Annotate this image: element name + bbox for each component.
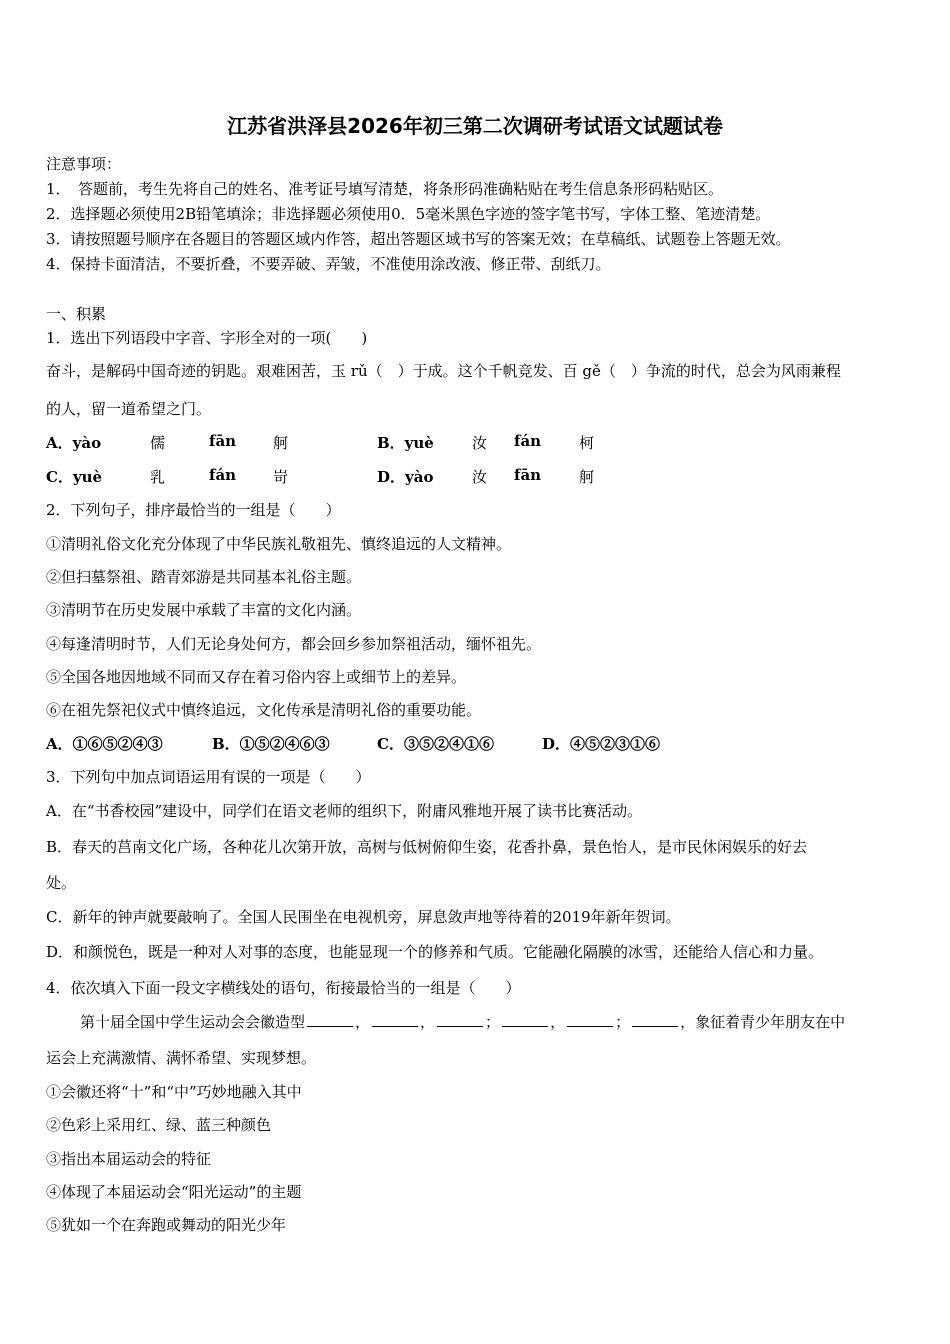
section-heading: 一、积累 <box>46 305 107 323</box>
q3-option-d: D．和颜悦色，既是一种对人对事的态度，也能显现一个的修养和气质。它能融化隔膜的冰雪，还能给人信心和力量。 <box>46 943 824 961</box>
q4-stem: 4．依次填入下面一段文字横线处的语句，衔接最恰当的一组是（ ） <box>46 979 521 997</box>
q1-passage-line1: 奋斗，是解码中国奇迹的钥匙。艰难困苦，玉 rǔ（ ）于成。这个千帆竞发、百 gě（ ）争流的时代，总会为风雨兼程 <box>46 362 841 380</box>
q4-passage-line1 <box>80 1011 845 1032</box>
q4-blank-1 <box>307 1014 353 1027</box>
q1-option-c-pinyin: fán <box>209 466 237 484</box>
q2-sentence-6: ⑥在祖先祭祀仪式中慎终追远，文化传承是清明礼俗的重要功能。 <box>46 701 482 719</box>
q4-passage-line2: 运会上充满激情、满怀希望、实现梦想。 <box>46 1049 317 1067</box>
q3-option-a: A．在“书香校园”建设中，同学们在语文老师的组织下，附庸风雅地开展了读书比赛活动。 <box>46 802 643 820</box>
q4-sep-2: ， <box>420 1013 436 1031</box>
q3-option-b-line2: 处。 <box>46 874 77 892</box>
q4-sep-3: ； <box>485 1013 501 1031</box>
q4-passage-tail: ，象征着青少年朋友在中 <box>680 1013 846 1031</box>
q1-option-a: A．yào <box>46 434 102 452</box>
q4-blank-2 <box>372 1014 418 1027</box>
notice-item-2: 2．选择题必须使用2B铅笔填涂；非选择题必须使用0．5毫米黑色字迹的签字笔书写，字体工整、笔迹清楚。 <box>46 205 771 223</box>
q1-option-b-char2: 柯 <box>579 434 595 452</box>
notice-item-1: 1． 答题前，考生先将自己的姓名、准考证号填写清楚，将条形码准确粘贴在考生信息条形码粘贴区。 <box>46 180 724 198</box>
q2-sentence-2: ②但扫墓祭祖、踏青郊游是共同基本礼俗主题。 <box>46 568 362 586</box>
q1-option-b-char1: 汝 <box>472 434 488 452</box>
q2-option-d: D．④⑤②③①⑥ <box>542 735 661 753</box>
q2-sentence-4: ④每逢清明时节，人们无论身处何方，都会回乡参加祭祖活动，缅怀祖先。 <box>46 635 542 653</box>
q2-option-c: C．③⑤②④①⑥ <box>377 735 494 753</box>
q4-item-3: ③指出本届运动会的特征 <box>46 1150 212 1168</box>
q4-passage-lead: 第十届全国中学生运动会会徽造型 <box>80 1013 306 1031</box>
q3-option-c: C．新年的钟声就要敲响了。全国人民围坐在电视机旁，屏息敛声地等待着的2019年新年贺词。 <box>46 908 681 926</box>
q2-sentence-3: ③清明节在历史发展中承载了丰富的文化内涵。 <box>46 601 362 619</box>
q1-passage-line2: 的人，留一道希望之门。 <box>46 400 212 418</box>
q2-sentence-1: ①清明礼俗文化充分体现了中华民族礼敬祖先、慎终追远的人文精神。 <box>46 535 512 553</box>
q1-option-d: D．yào <box>377 468 434 486</box>
notice-item-4: 4．保持卡面清洁，不要折叠，不要弄破、弄皱，不准使用涂改液、修正带、刮纸刀。 <box>46 255 611 273</box>
q4-sep-4: ， <box>550 1013 566 1031</box>
q4-blank-5 <box>567 1014 613 1027</box>
q4-sep-1: ， <box>355 1013 371 1031</box>
q1-option-d-char1: 汝 <box>472 468 488 486</box>
q4-item-4: ④体现了本届运动会“阳光运动”的主题 <box>46 1183 302 1201</box>
q4-item-2: ②色彩上采用红、绿、蓝三种颜色 <box>46 1116 272 1134</box>
q4-item-5: ⑤犹如一个在奔跑或舞动的阳光少年 <box>46 1216 287 1234</box>
q1-option-b-pinyin: fán <box>514 432 542 450</box>
q1-option-c: C．yuè <box>46 468 103 486</box>
q1-option-c-char1: 乳 <box>150 468 166 486</box>
q2-sentence-5: ⑤全国各地因地域不同而又存在着习俗内容上或细节上的差异。 <box>46 668 467 686</box>
q4-blank-6 <box>632 1014 678 1027</box>
q1-option-a-char1: 儒 <box>150 434 166 452</box>
q2-option-b: B．①⑤②④⑥③ <box>212 735 330 753</box>
q1-option-a-pinyin: fān <box>209 432 237 450</box>
q2-stem: 2．下列句子，排序最恰当的一组是（ ） <box>46 501 341 519</box>
page-title: 江苏省洪泽县2026年初三第二次调研考试语文试题试卷 <box>227 114 723 138</box>
q4-blank-4 <box>502 1014 548 1027</box>
q1-option-a-char2: 舸 <box>273 434 289 452</box>
q3-option-b-line1: B．春天的莒南文化广场，各种花儿次第开放，高树与低树俯仰生姿，花香扑鼻，景色怡人，是市民休闲娱乐的好去 <box>46 838 808 856</box>
q1-option-d-pinyin: fān <box>514 466 542 484</box>
q3-stem: 3．下列句中加点词语运用有误的一项是（ ） <box>46 768 371 786</box>
notice-heading: 注意事项： <box>46 155 122 173</box>
q1-option-d-char2: 舸 <box>579 468 595 486</box>
q1-option-b: B．yuè <box>377 434 434 452</box>
q4-item-1: ①会徽还将“十”和“中”巧妙地融入其中 <box>46 1083 302 1101</box>
q1-option-c-char2: 岢 <box>273 468 289 486</box>
q2-option-a: A．①⑥⑤②④③ <box>46 735 163 753</box>
q4-sep-5: ； <box>615 1013 631 1031</box>
notice-item-3: 3．请按照题号顺序在各题目的答题区域内作答，超出答题区域书写的答案无效；在草稿纸、试题卷上答题无效。 <box>46 230 791 248</box>
q4-blank-3 <box>437 1014 483 1027</box>
q1-stem: 1．选出下列语段中字音、字形全对的一项( ) <box>46 329 368 347</box>
